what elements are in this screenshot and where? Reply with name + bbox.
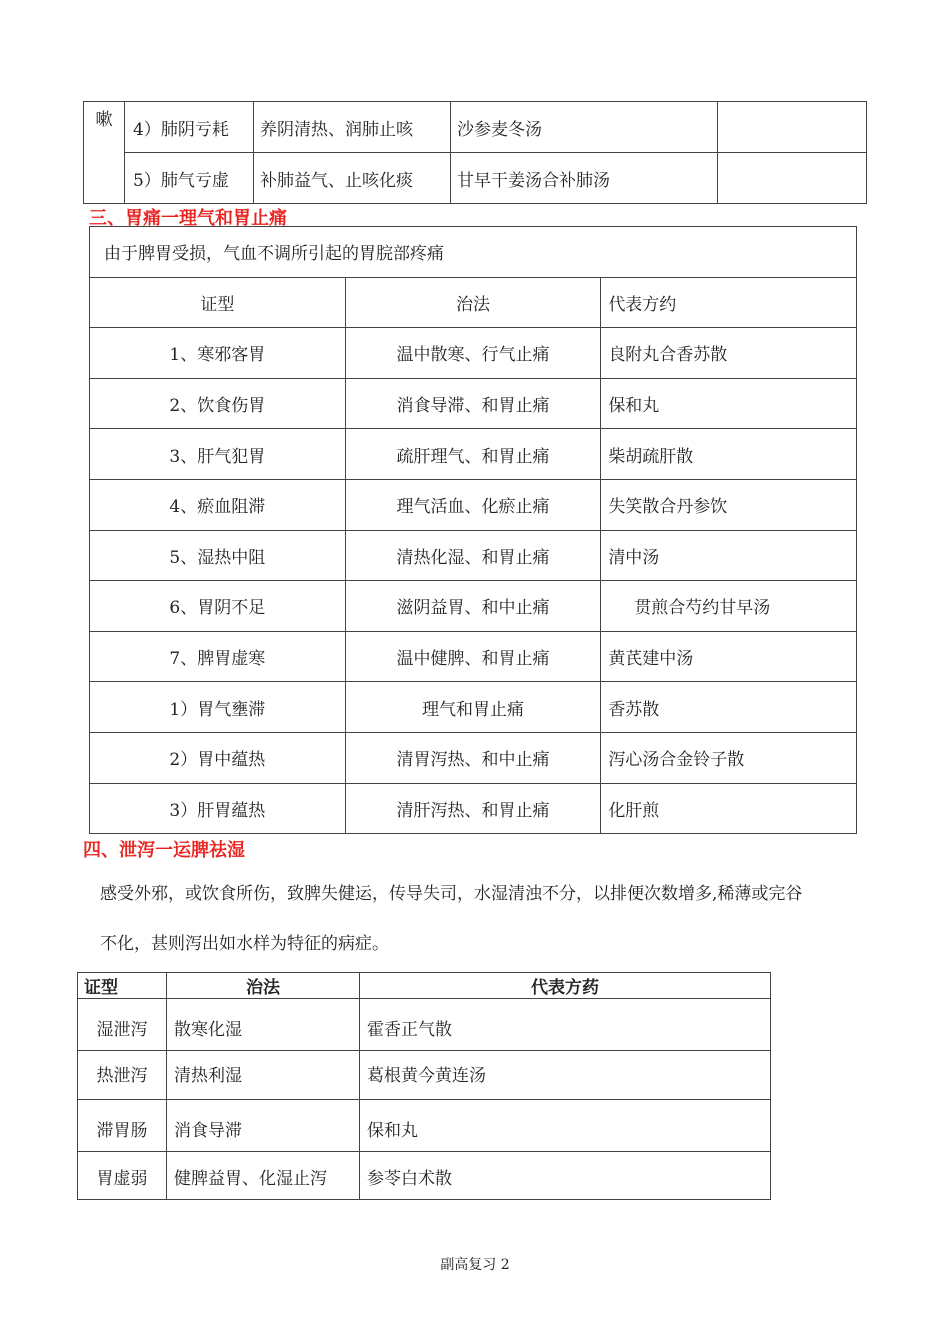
formula-cell: 清中汤: [601, 530, 857, 581]
empty-cell: [718, 102, 867, 153]
formula-cell: 甘早干姜汤合补肺汤: [451, 153, 718, 204]
header-formula: 代表方约: [601, 277, 857, 328]
table-row: [78, 1051, 771, 1100]
syndrome-type-cell: 热泄泻: [78, 1051, 167, 1100]
syndrome-type-cell: 5）肺气亏虚: [125, 153, 254, 204]
treatment-method-cell: 清胃泻热、和中止痛: [345, 732, 601, 783]
table-header-row: [78, 973, 771, 999]
section-heading-diarrhea: 四、泄泻一运脾祛湿: [83, 840, 245, 861]
formula-cell: 霍香正气散: [360, 999, 771, 1051]
formula-cell: 沙参麦冬汤: [451, 102, 718, 153]
treatment-method-cell: 补肺益气、止咳化痰: [254, 153, 451, 204]
formula-cell: 香苏散: [601, 682, 857, 733]
treatment-method-cell: 养阴清热、润肺止咳: [254, 102, 451, 153]
table-row: [90, 631, 857, 682]
treatment-method-cell: 疏肝理气、和胃止痛: [345, 429, 601, 480]
table-row: [78, 999, 771, 1051]
diarrhea-table: [77, 972, 771, 1200]
treatment-method-cell: 清热利湿: [167, 1051, 360, 1100]
table-row: [84, 153, 867, 204]
syndrome-type-cell: 1）胃气壅滞: [90, 682, 346, 733]
table-row: [90, 732, 857, 783]
formula-cell: 贯煎合芍约甘早汤: [601, 581, 857, 632]
section-description-line-1: 感受外邪，或饮食所伤，致脾失健运，传导失司，水湿清浊不分，以排便次数增多,稀薄或完谷: [100, 884, 803, 904]
header-method: 治法: [167, 973, 360, 999]
treatment-method-cell: 滋阴益胃、和中止痛: [345, 581, 601, 632]
syndrome-type-cell: 2、饮食伤胃: [90, 378, 346, 429]
treatment-method-cell: 散寒化湿: [167, 999, 360, 1051]
table-row: [78, 1152, 771, 1200]
page-footer: 副高复习 2: [440, 1257, 510, 1273]
formula-cell: 良附丸合香苏散: [601, 328, 857, 379]
header-method: 治法: [345, 277, 601, 328]
treatment-method-cell: 理气活血、化瘀止痛: [345, 479, 601, 530]
formula-cell: 柴胡疏肝散: [601, 429, 857, 480]
section-description-line-2: 不化，甚则泻出如水样为特征的病症。: [100, 934, 389, 954]
formula-cell: 保和丸: [360, 1100, 771, 1152]
cough-table-continuation: [83, 101, 867, 204]
syndrome-type-cell: 湿泄泻: [78, 999, 167, 1051]
syndrome-type-cell: 3、肝气犯胃: [90, 429, 346, 480]
stomach-pain-table: [89, 226, 857, 834]
formula-cell: 泻心汤合金铃子散: [601, 732, 857, 783]
header-type: 证型: [78, 973, 167, 999]
formula-cell: 参苓白术散: [360, 1152, 771, 1200]
treatment-method-cell: 消食导滞、和胃止痛: [345, 378, 601, 429]
syndrome-type-cell: 7、脾胃虚寒: [90, 631, 346, 682]
table-row: [78, 1100, 771, 1152]
syndrome-type-cell: 2）胃中蕴热: [90, 732, 346, 783]
syndrome-type-cell: 滞胃肠: [78, 1100, 167, 1152]
treatment-method-cell: 清热化湿、和胃止痛: [345, 530, 601, 581]
table-row: [90, 682, 857, 733]
merged-category-cell: 嗽: [84, 102, 125, 204]
formula-cell: 葛根黄今黄连汤: [360, 1051, 771, 1100]
table-header-row: [90, 277, 857, 328]
table-row: [90, 530, 857, 581]
syndrome-type-cell: 1、寒邪客胃: [90, 328, 346, 379]
syndrome-type-cell: 4）肺阴亏耗: [125, 102, 254, 153]
formula-cell: 失笑散合丹参饮: [601, 479, 857, 530]
treatment-method-cell: 温中健脾、和胃止痛: [345, 631, 601, 682]
table-row: [90, 783, 857, 834]
syndrome-type-cell: 6、胃阴不足: [90, 581, 346, 632]
formula-cell: 化肝煎: [601, 783, 857, 834]
treatment-method-cell: 消食导滞: [167, 1100, 360, 1152]
section-heading-stomach-pain: 三、胃痛一理气和胃止痛: [89, 208, 287, 229]
treatment-method-cell: 温中散寒、行气止痛: [345, 328, 601, 379]
table-row: [90, 581, 857, 632]
empty-cell: [718, 153, 867, 204]
treatment-method-cell: 理气和胃止痛: [345, 682, 601, 733]
treatment-method-cell: 清肝泻热、和胃止痛: [345, 783, 601, 834]
syndrome-type-cell: 4、瘀血阻滞: [90, 479, 346, 530]
table-row: [84, 102, 867, 153]
table-row: [90, 378, 857, 429]
table-row: [90, 429, 857, 480]
header-type: 证型: [90, 277, 346, 328]
syndrome-type-cell: 胃虚弱: [78, 1152, 167, 1200]
syndrome-type-cell: 3）肝胃蕴热: [90, 783, 346, 834]
formula-cell: 保和丸: [601, 378, 857, 429]
intro-cell: 由于脾胃受损，气血不调所引起的胃脘部疼痛: [90, 227, 857, 278]
table-row: [90, 479, 857, 530]
syndrome-type-cell: 5、湿热中阻: [90, 530, 346, 581]
formula-cell: 黄芪建中汤: [601, 631, 857, 682]
table-intro-row: [90, 227, 857, 278]
header-formula: 代表方药: [360, 973, 771, 999]
treatment-method-cell: 健脾益胃、化湿止泻: [167, 1152, 360, 1200]
table-row: [90, 328, 857, 379]
